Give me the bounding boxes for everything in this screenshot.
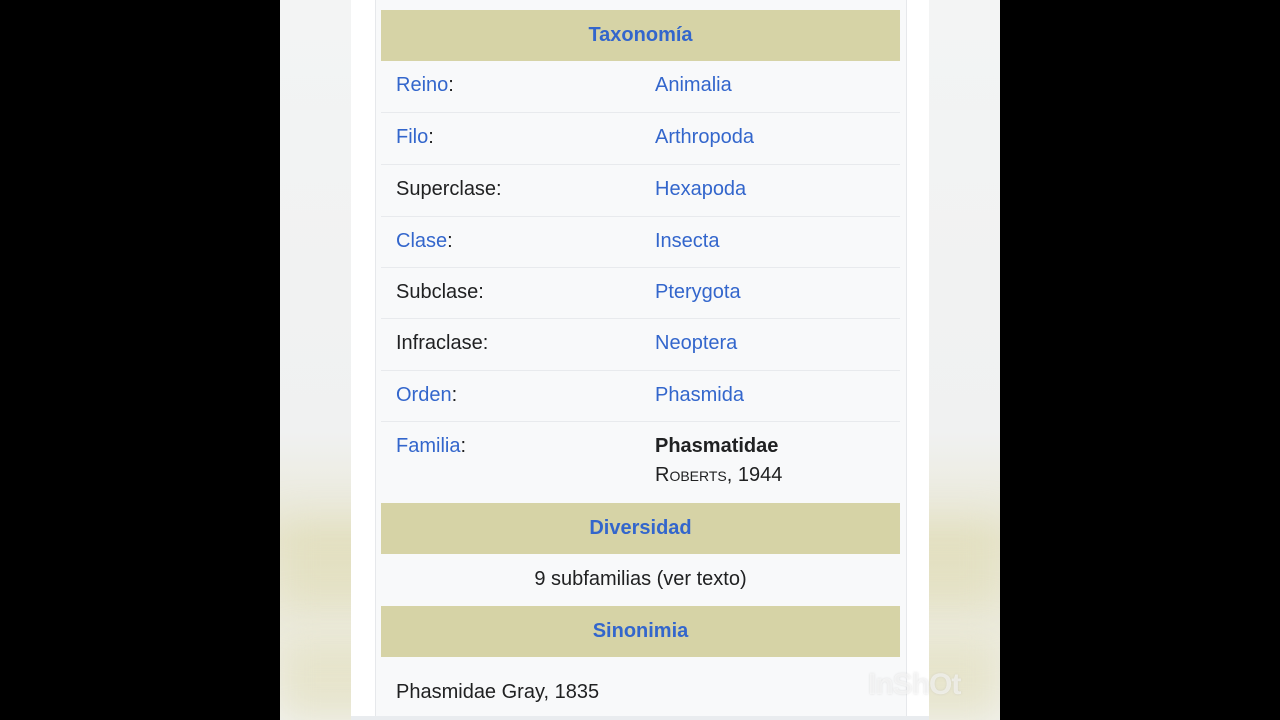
rank-label: Clase: (396, 230, 453, 252)
taxon-row-filo (381, 113, 900, 165)
taxon-link-animalia[interactable]: Animalia (655, 74, 732, 96)
authority-year: , 1944 (726, 464, 783, 486)
synonymy-row (381, 657, 900, 716)
diversity-text: 9 subfamilias (ver texto) (534, 568, 747, 590)
diversity-header: Diversidad (381, 503, 900, 554)
rank-label: Orden: (396, 384, 458, 406)
wiki-page (351, 0, 929, 720)
rank-label: Reino: (396, 74, 454, 96)
synonymy-text: Phasmidae Gray, 1835 (396, 681, 600, 703)
app-watermark: InShOt (868, 668, 961, 701)
rank-link-filo[interactable]: Filo (396, 126, 429, 148)
taxon-link-phasmida[interactable]: Phasmida (655, 384, 744, 406)
taxon-row-familia (381, 422, 900, 502)
taxon-row-superclase (381, 165, 900, 217)
rank-label: Infraclase: (396, 332, 489, 354)
taxon-row-subclase (381, 268, 900, 319)
taxon-link-arthropoda[interactable]: Arthropoda (655, 126, 754, 148)
taxon-link-neoptera[interactable]: Neoptera (655, 332, 738, 354)
rank-link-clase[interactable]: Clase (396, 230, 448, 252)
taxon-row-clase (381, 217, 900, 268)
authority-name: Roberts (655, 464, 727, 486)
rank-label: Subclase: (396, 281, 484, 303)
rank-link-familia[interactable]: Familia (396, 435, 461, 457)
taxon-link-hexapoda[interactable]: Hexapoda (655, 178, 747, 200)
taxon-link-insecta[interactable]: Insecta (655, 230, 720, 252)
rank-label: Filo: (396, 126, 434, 148)
taxon-row-reino (381, 61, 900, 113)
page-divider (351, 716, 929, 720)
rank-link-orden[interactable]: Orden (396, 384, 452, 406)
taxobox (375, 0, 907, 720)
taxon-row-infraclase (381, 319, 900, 371)
taxon-row-orden (381, 371, 900, 422)
familia-name: Phasmatidae (655, 435, 779, 457)
rank-label: Superclase: (396, 178, 502, 200)
synonymy-header: Sinonimia (381, 606, 900, 657)
rank-label: Familia: (396, 435, 467, 457)
rank-link-reino[interactable]: Reino (396, 74, 449, 96)
taxonomy-header: Taxonomía (381, 10, 900, 61)
taxon-link-pterygota[interactable]: Pterygota (655, 281, 741, 303)
familia-value (655, 432, 782, 490)
